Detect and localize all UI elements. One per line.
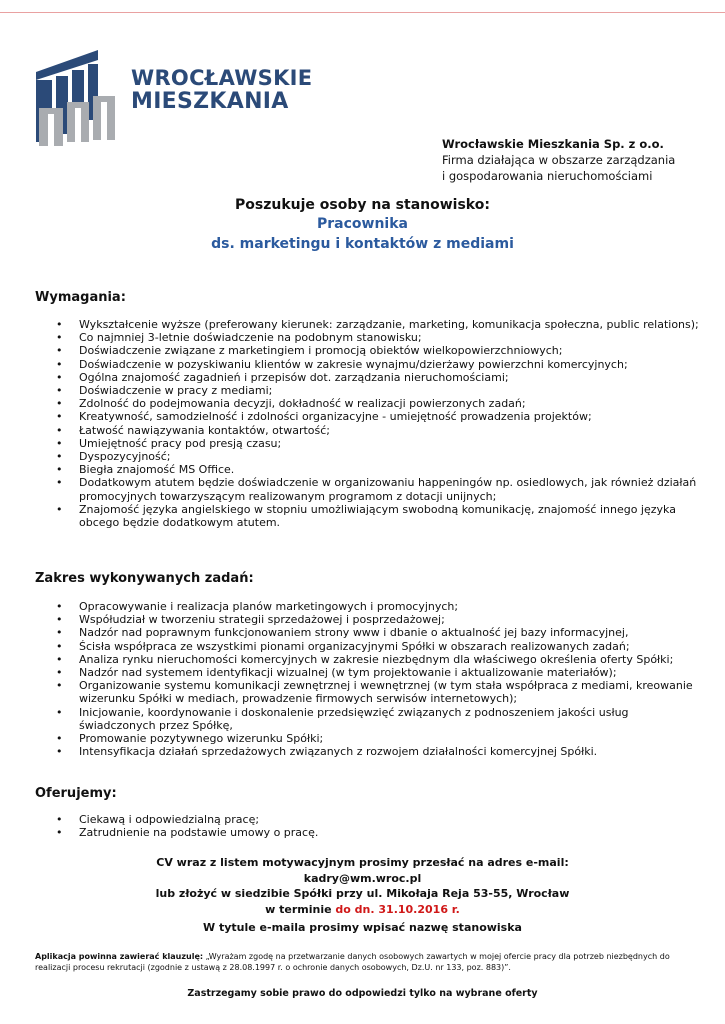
list-item: • Kreatywność, samodzielność i zdolności organizacyjne - umiejętność prowadzenia projektów; bbox=[35, 410, 700, 423]
list-item: • Biegła znajomość MS Office. bbox=[35, 463, 700, 476]
offer-list bbox=[35, 813, 700, 839]
list-item: • Promowanie pozytywnego wizerunku Spółki; bbox=[35, 732, 700, 745]
company-name: Wrocławskie Mieszkania Sp. z o.o. bbox=[442, 137, 664, 151]
position-title-line1: Pracownika bbox=[317, 216, 408, 232]
deadline-prefix: w terminie bbox=[265, 902, 336, 916]
list-item: • Co najmniej 3-letnie doświadczenie na podobnym stanowisku; bbox=[35, 331, 700, 344]
list-item: • Opracowywanie i realizacja planów marketingowych i promocyjnych; bbox=[35, 600, 700, 613]
position-title-line2: ds. marketingu i kontaktów z mediami bbox=[211, 236, 514, 252]
list-item: • Doświadczenie w pozyskiwaniu klientów w zakresie wynajmu/dzierżawy powierzchni komercyjnych; bbox=[35, 358, 700, 371]
list-item: • Umiejętność pracy pod presją czasu; bbox=[35, 437, 700, 450]
top-divider bbox=[0, 12, 725, 13]
list-item: • Dyspozycyjność; bbox=[35, 450, 700, 463]
list-item: • Ciekawą i odpowiedzialną pracę; bbox=[35, 813, 700, 826]
company-desc-line1: Firma działająca w obszarze zarządzania bbox=[442, 153, 676, 167]
list-item: • Ścisła współpraca ze wszystkimi pionami organizacyjnymi Spółki w obszarach realizowanych zadań; bbox=[35, 640, 700, 653]
list-item: • Zdolność do podejmowania decyzji, dokładność w realizacji powierzonych zadań; bbox=[35, 397, 700, 410]
list-item: • Ogólna znajomość zagadnień i przepisów dot. zarządzania nieruchomościami; bbox=[35, 371, 700, 384]
tasks-list bbox=[35, 600, 700, 758]
clause-text: „Wyrażam zgodę na przetwarzanie danych osobowych zawartych w mojej ofercie pracy dla potrzeb niezbędnych do realizacji procesu rekrutacji (zgodnie z ustawą z 28.08.1997 r. o ochronie danych osobowych, Dz.U. nr 133, poz. 883)”. bbox=[35, 952, 670, 972]
company-logo bbox=[36, 50, 313, 150]
offer-title: Oferujemy: bbox=[35, 786, 117, 801]
list-item: • Doświadczenie w pracy z mediami; bbox=[35, 384, 700, 397]
list-item: • Analiza rynku nieruchomości komercyjnych w zakresie niezbędnym dla właściwego określenia oferty Spółki; bbox=[35, 653, 700, 666]
logo-building-icon bbox=[36, 50, 126, 150]
requirements-title: Wymagania: bbox=[35, 290, 126, 305]
headline-intro: Poszukuje osoby na stanowisko: bbox=[235, 197, 490, 213]
list-item: • Zatrudnienie na podstawie umowy o pracę. bbox=[35, 826, 700, 839]
deadline-date: do dn. 31.10.2016 r. bbox=[335, 902, 460, 916]
reserve-note: Zastrzegamy sobie prawo do odpowiedzi tylko na wybrane oferty bbox=[187, 988, 538, 999]
application-line1: CV wraz z listem motywacyjnym prosimy przesłać na adres e-mail: bbox=[156, 856, 569, 869]
application-instructions bbox=[0, 855, 725, 917]
list-item: • Łatwość nawiązywania kontaktów, otwartość; bbox=[35, 424, 700, 437]
clause-label: Aplikacja powinna zawierać klauzulę: bbox=[35, 952, 204, 961]
application-email[interactable]: kadry@wm.wroc.pl bbox=[303, 871, 422, 885]
list-item: • Intensyfikacja działań sprzedażowych związanych z rozwojem działalności komercyjnej Spółki. bbox=[35, 745, 700, 758]
consent-clause bbox=[35, 951, 700, 973]
list-item: • Nadzór nad poprawnym funkcjonowaniem strony www i dbanie o aktualność jej bazy informacyjnej, bbox=[35, 626, 700, 639]
list-item: • Nadzór nad systemem identyfikacji wizualnej (w tym projektowanie i aktualizowanie materiałów); bbox=[35, 666, 700, 679]
logo-text-line1: WROCŁAWSKIE bbox=[131, 66, 313, 90]
requirements-list bbox=[35, 318, 700, 529]
company-info bbox=[442, 136, 722, 184]
email-title-note: W tytule e-maila prosimy wpisać nazwę stanowiska bbox=[203, 921, 522, 934]
list-item: • Wykształcenie wyższe (preferowany kierunek: zarządzanie, marketing, komunikacja społeczna, public relations); bbox=[35, 318, 700, 331]
list-item: • Organizowanie systemu komunikacji zewnętrznej i wewnętrznej (w tym stała współpraca z mediami, kreowanie wizerunku Spółki w mediach, prowadzenie firmowych serwisów internetowych); bbox=[35, 679, 700, 705]
job-headline bbox=[0, 196, 725, 254]
application-deadline-line bbox=[0, 902, 725, 918]
application-address: lub złożyć w siedzibie Spółki przy ul. Mikołaja Reja 53-55, Wrocław bbox=[155, 887, 570, 900]
list-item: • Współudział w tworzeniu strategii sprzedażowej i posprzedażowej; bbox=[35, 613, 700, 626]
tasks-title: Zakres wykonywanych zadań: bbox=[35, 571, 254, 586]
company-desc-line2: i gospodarowania nieruchomościami bbox=[442, 169, 653, 183]
logo-text-line2: MIESZKANIA bbox=[131, 89, 289, 114]
list-item: • Dodatkowym atutem będzie doświadczenie w organizowaniu happeningów np. osiedlowych, jak również działań promocyjnych towarzyszącym realizowanym programom z dotacji unijnych; bbox=[35, 476, 700, 502]
list-item: • Doświadczenie związane z marketingiem i promocją obiektów wielkopowierzchniowych; bbox=[35, 344, 700, 357]
list-item: • Inicjowanie, koordynowanie i doskonalenie przedsięwzięć związanych z podnoszeniem jakości usług świadczonych przez Spółkę, bbox=[35, 706, 700, 732]
list-item: • Znajomość języka angielskiego w stopniu umożliwiającym swobodną komunikację, znajomość innego języka obcego będzie dodatkowym atutem. bbox=[35, 503, 700, 529]
